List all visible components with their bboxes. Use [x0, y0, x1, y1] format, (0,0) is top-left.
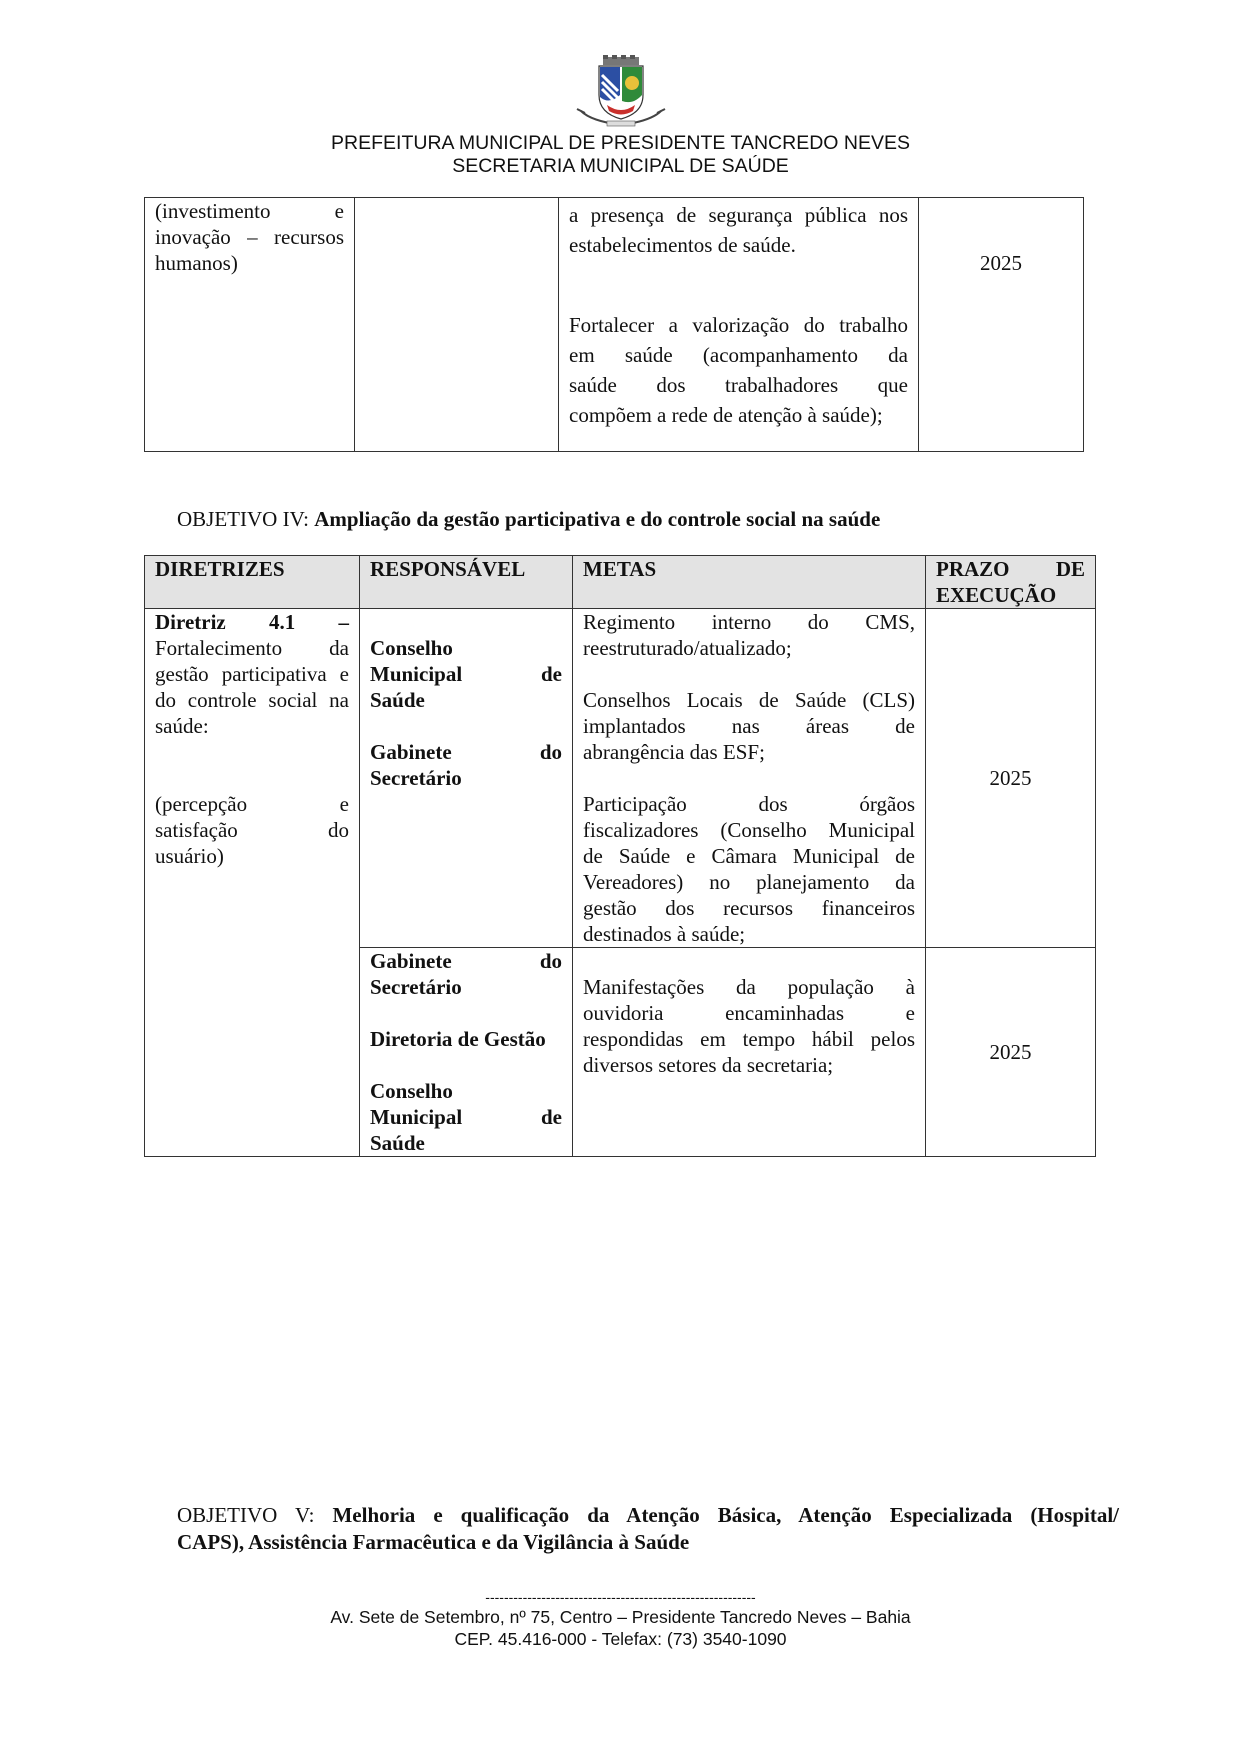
header-diretrizes: DIRETRIZES	[145, 556, 360, 609]
diretriz-line: saúde:	[155, 714, 209, 738]
responsavel-line: Diretoria de Gestão	[370, 1027, 546, 1051]
metas-cell	[573, 609, 926, 948]
objetivo-v-heading	[177, 1502, 1119, 1556]
meta-line: estabelecimentos de saúde.	[569, 233, 796, 257]
responsavel-line: Municipal de	[370, 1105, 562, 1129]
meta-line: Regimento interno do CMS,	[583, 610, 915, 634]
objetivo-v-title-line2: CAPS), Assistência Farmacêutica e da Vigilância à Saúde	[177, 1530, 690, 1554]
header-responsavel: RESPONSÁVEL	[360, 556, 573, 609]
objetivo-v-prefix: OBJETIVO V:	[177, 1503, 333, 1527]
prazo-cell	[926, 948, 1096, 1157]
meta-line: saúde dos trabalhadores que	[569, 373, 908, 397]
diretriz-line: humanos)	[155, 251, 238, 275]
footer-address: Av. Sete de Setembro, nº 75, Centro – Presidente Tancredo Neves – Bahia	[330, 1607, 911, 1627]
municipal-crest-icon	[573, 55, 669, 130]
meta-line: a presença de segurança pública nos	[569, 203, 908, 227]
meta-line: respondidas em tempo hábil pelos	[583, 1027, 915, 1051]
meta-line: em saúde (acompanhamento da	[569, 343, 908, 367]
responsavel-line: Conselho	[370, 636, 453, 660]
meta-line: Vereadores) no planejamento da	[583, 870, 915, 894]
metas-cell	[559, 198, 919, 452]
meta-line: fiscalizadores (Conselho Municipal	[583, 818, 915, 842]
diretriz-4-1-cell	[145, 609, 360, 1157]
diretriz-note-line: usuário)	[155, 844, 224, 868]
objetivo-iv-title: Ampliação da gestão participativa e do controle social na saúde	[314, 507, 881, 531]
meta-line: implantados nas áreas de	[583, 714, 915, 738]
diretriz-note-line: satisfação do	[155, 818, 349, 842]
header-prazo	[926, 556, 1096, 609]
responsavel-line: Saúde	[370, 688, 425, 712]
prazo-value: 2025	[989, 1040, 1032, 1064]
diretriz-note-line: (percepção e	[155, 792, 349, 816]
metas-cell	[573, 948, 926, 1157]
diretriz-line: inovação – recursos	[155, 225, 344, 249]
objetivo-iv-heading	[177, 506, 880, 533]
responsavel-line: Municipal de	[370, 662, 562, 686]
responsavel-line: Gabinete do	[370, 740, 562, 764]
goals-table-continuation	[144, 197, 1084, 452]
responsavel-line: Secretário	[370, 975, 462, 999]
table-header-row	[145, 556, 1096, 609]
header-prazo-line2: EXECUÇÃO	[936, 583, 1057, 607]
meta-line: Conselhos Locais de Saúde (CLS)	[583, 688, 915, 712]
meta-line: reestruturado/atualizado;	[583, 636, 792, 660]
responsavel-cell	[360, 948, 573, 1157]
responsavel-cell	[360, 609, 573, 948]
meta-line: diversos setores da secretaria;	[583, 1053, 834, 1077]
meta-line: ouvidoria encaminhadas e	[583, 1001, 915, 1025]
diretriz-line: (investimento e	[155, 199, 344, 223]
responsavel-line: Secretário	[370, 766, 462, 790]
diretriz-line: do controle social na	[155, 688, 349, 712]
meta-line: Manifestações da população à	[583, 975, 915, 999]
footer-rule: ----------------------------------------------------------	[485, 1589, 756, 1605]
meta-line: gestão dos recursos financeiros	[583, 896, 915, 920]
responsavel-line: Gabinete do	[370, 949, 562, 973]
header-prazo-line1: PRAZO DE	[936, 557, 1085, 581]
diretriz-cell	[145, 198, 355, 452]
objetivo-v-title-line1: Melhoria e qualificação da Atenção Básica, Atenção Especializada (Hospital/	[332, 1503, 1119, 1527]
prazo-value: 2025	[989, 766, 1032, 790]
responsavel-line: Saúde	[370, 1131, 425, 1155]
diretriz-title: Diretriz 4.1 –	[155, 610, 349, 634]
meta-line: abrangência das ESF;	[583, 740, 765, 764]
header-secretaria: SECRETARIA MUNICIPAL DE SAÚDE	[452, 155, 789, 177]
meta-line: de Saúde e Câmara Municipal de	[583, 844, 915, 868]
prazo-cell	[926, 609, 1096, 948]
footer-contact: CEP. 45.416-000 - Telefax: (73) 3540-1090	[454, 1629, 787, 1649]
objetivo-iv-prefix: OBJETIVO IV:	[177, 507, 315, 531]
meta-line: compõem a rede de atenção à saúde);	[569, 403, 883, 427]
meta-line: Participação dos órgãos	[583, 792, 915, 816]
meta-line: destinados à saúde;	[583, 922, 746, 946]
diretriz-line: Fortalecimento da	[155, 636, 349, 660]
objetivo-iv-table	[144, 555, 1096, 1157]
header-metas: METAS	[573, 556, 926, 609]
table-row	[145, 609, 1096, 948]
responsavel-cell	[355, 198, 559, 452]
prazo-cell	[919, 198, 1084, 452]
responsavel-line: Conselho	[370, 1079, 453, 1103]
diretriz-line: gestão participativa e	[155, 662, 349, 686]
prazo-value: 2025	[980, 251, 1022, 275]
meta-line: Fortalecer a valorização do trabalho	[569, 313, 908, 337]
header-prefeitura: PREFEITURA MUNICIPAL DE PRESIDENTE TANCREDO NEVES	[331, 132, 910, 154]
